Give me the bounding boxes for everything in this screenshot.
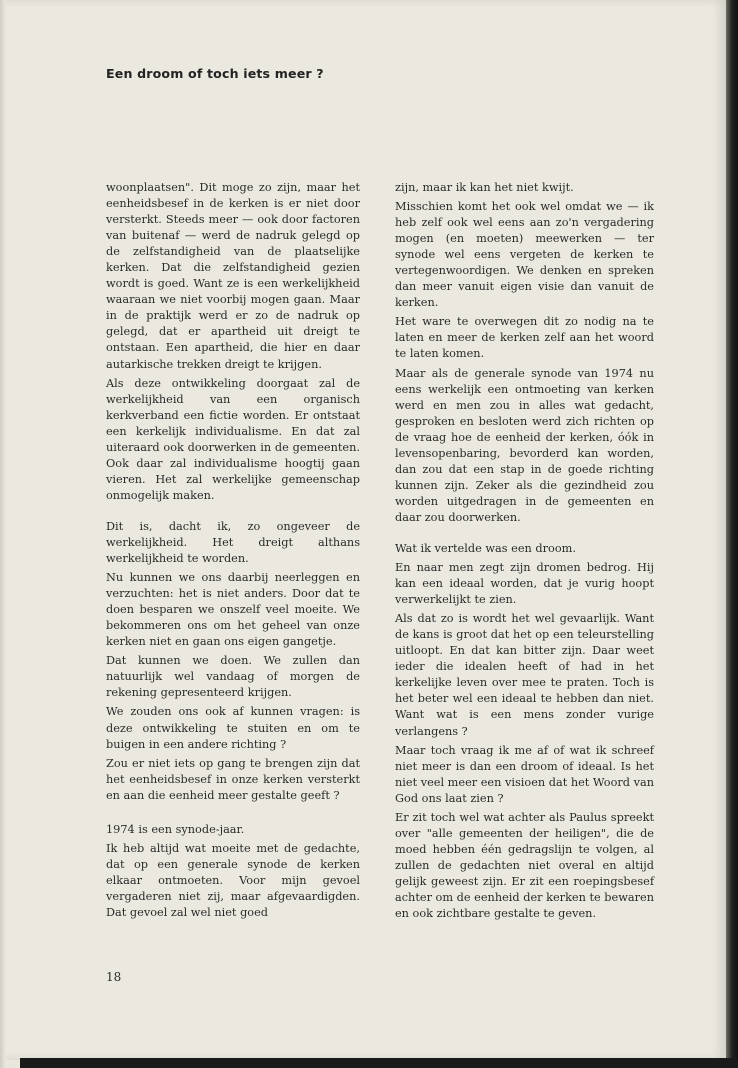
paragraph: Maar als de generale synode van 1974 nu eens werkelijk een ontmoeting van kerken werd en men zou in alles wat gedacht, gesproken en besloten werd zich richten op de vraag hoe de eenheid der kerken, óók in levensopenbaring, bevorderd kan worden, dan zou dat een stap in de goede richting kunnen zijn. Zeker als die gezindheid zou worden uitgedragen in de gemeenten en daar zou doorwerken. xyxy=(395,366,654,524)
paragraph: Zou er niet iets op gang te brengen zijn dat het eenheidsbesef in onze kerken versterkt en aan die eenheid meer gestalte geeft ? xyxy=(106,756,360,802)
paragraph: Nu kunnen we ons daarbij neerleggen en verzuchten: het is niet anders. Door dat te doen besparen we onszelf veel moeite. We bekommeren ons om het geheel van onze kerken niet en gaan ons eigen gangetje. xyxy=(106,571,360,649)
paragraph: Als dat zo is wordt het wel gevaarlijk. Want de kans is groot dat het op een teleurstelling uitloopt. En dat kan bitter zijn. Daar weet ieder die idealen heeft of had in het kerkelijke leven over mee te praten. Toch is het beter wel een ideaal te hebben dan niet. Want wat is een mens zonder vurige verlangens ? xyxy=(395,612,654,738)
running-header: Een droom of toch iets meer ? xyxy=(106,66,324,81)
paragraph: Wat ik vertelde was een droom. xyxy=(395,541,576,555)
paragraph: woonplaatsen". Dit moge zo zijn, maar het eenheidsbesef in de kerken is er niet door versterkt. Steeds meer — ook door factoren van buitenaf — werd de nadruk gelegd op de zelfstandigheid van de plaatselijke kerken. Dat die zelfstandigheid gezien wordt is goed. Want ze is een werkelijkheid waaraan we niet voorbij mogen gaan. Maar in de praktijk werd er zo de nadruk op gelegd, dat er apartheid uit dreigt te ontstaan. Een apartheid, die hier en daar autarkische trekken dreigt te krijgen. xyxy=(106,181,360,371)
page-gutter-shadow xyxy=(0,0,6,1068)
bottom-scan-edge xyxy=(20,1058,738,1068)
right-text-column xyxy=(395,180,654,922)
paragraph: zijn, maar ik kan het niet kwijt. xyxy=(395,181,574,194)
paragraph: Misschien komt het ook wel omdat we — ik heb zelf ook wel eens aan zo'n vergadering mogen (en moeten) meewerken — ter synode wel eens vergeten de kerken te vertegenwoordigen. We denken en spreken dan meer vanuit eigen visie dan vanuit de kerken. xyxy=(395,200,654,310)
paragraph: Er zit toch wel wat achter als Paulus spreekt over "alle gemeenten der heiligen", die de moed hebben één gedragslijn te volgen, al zullen de gedachten niet overal en altijd gelijk geweest zijn. Er zit een roepingsbesef achter om de eenheid der kerken te bewaren en ook zichtbare gestalte te geven. xyxy=(395,810,654,921)
paragraph: En naar men zegt zijn dromen bedrog. Hij kan een ideaal worden, dat je vurig hoopt verwerkelijkt te zien. xyxy=(395,561,654,607)
paragraph: Het ware te overwegen dit zo nodig na te laten en meer de kerken zelf aan het woord te laten komen. xyxy=(395,315,654,361)
left-text-column xyxy=(106,180,360,921)
paragraph: We zouden ons ook af kunnen vragen: is deze ontwikkeling te stuiten en om te buigen in een andere richting ? xyxy=(106,705,360,751)
page-number: 18 xyxy=(106,970,122,984)
paragraph: Dit is, dacht ik, zo ongeveer de werkelijkheid. Het dreigt althans werkelijkheid te worden. xyxy=(106,519,360,566)
paragraph: Ik heb altijd wat moeite met de gedachte, dat op een generale synode de kerken elkaar ontmoeten. Voor mijn gevoel vergaderen niet zij, maar afgevaardigden. Dat gevoel zal wel niet goed xyxy=(106,841,360,919)
paragraph: 1974 is een synode-jaar. xyxy=(106,822,245,836)
book-spine-edge xyxy=(726,0,738,1068)
paragraph: Dat kunnen we doen. We zullen dan natuurlijk wel vandaag of morgen de rekening gepresenteerd krijgen. xyxy=(106,654,360,700)
paragraph: Maar toch vraag ik me af of wat ik schreef niet meer is dan een droom of ideaal. Is het niet veel meer een visioen dat het Woord van God ons laat zien ? xyxy=(395,743,654,805)
paragraph: Als deze ontwikkeling doorgaat zal de werkelijkheid van een organisch kerkverband een fictie worden. Er ontstaat een kerkelijk individualisme. En dat zal uiteraard ook doorwerken in de gemeenten. Ook daar zal individualisme hoogtij gaan vieren. Het zal werkelijke gemeenschap onmogelijk maken. xyxy=(106,376,360,502)
